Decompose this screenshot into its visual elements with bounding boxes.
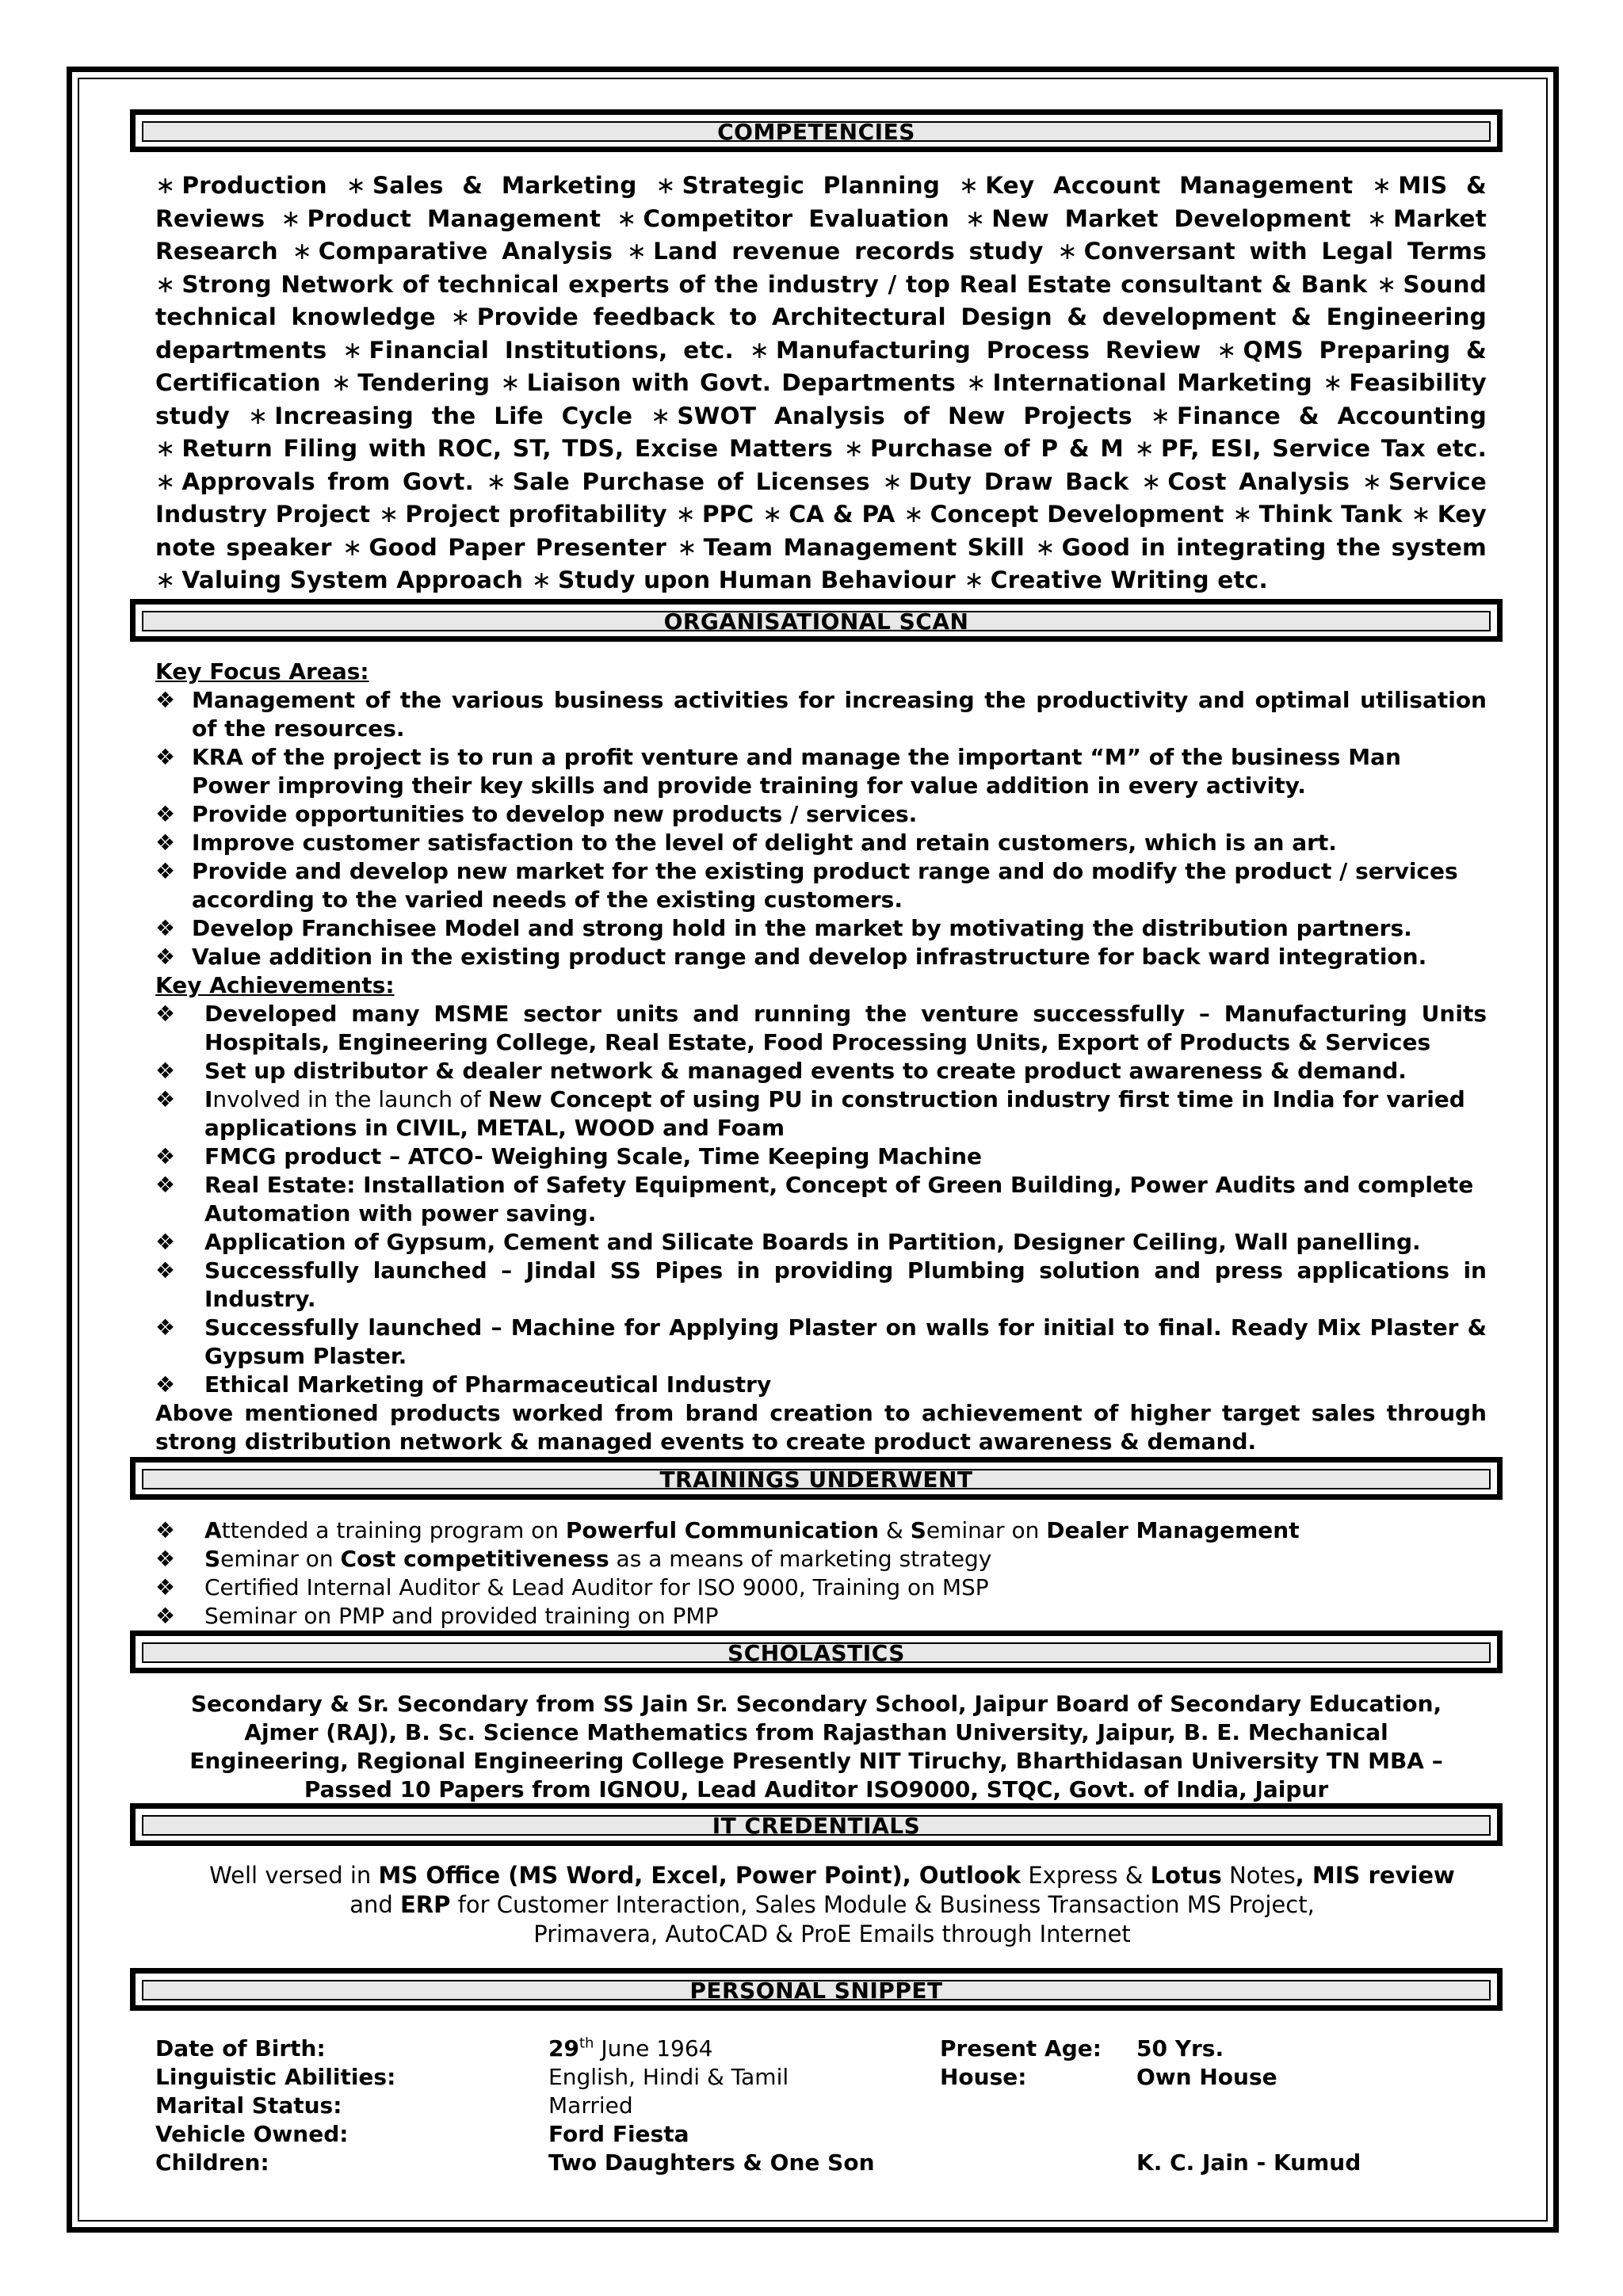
competency-item: ∗ Cost Analysis: [1140, 467, 1350, 496]
scholastics-line: Secondary & Sr. Secondary from SS Jain Sr. Secondary School, Jaipur Board of Secondary Education,: [190, 1691, 1442, 1717]
list-item: ❖ KRA of the project is to run a profit venture and manage the important “M” of the business Man Power improving their key skills and provide training for value addition in every activity.: [155, 744, 1401, 799]
diamond-bullet-icon: ❖: [155, 1517, 176, 1543]
scholastics-body: [143, 1690, 1490, 1804]
star-bullet-icon: ∗: [155, 566, 176, 594]
competency-item: ∗ Strategic Planning: [655, 172, 941, 200]
star-bullet-icon: ∗: [346, 172, 366, 200]
competency-item: ∗ Team Management Skill: [677, 533, 1025, 562]
star-bullet-icon: ∗: [342, 533, 363, 562]
competency-item: ∗ Sales & Marketing: [346, 172, 637, 200]
personal-snippet-header: [130, 1968, 1503, 2011]
competencies-header: [130, 109, 1503, 152]
star-bullet-icon: ∗: [155, 467, 176, 496]
star-bullet-icon: ∗: [1216, 336, 1237, 364]
star-bullet-icon: ∗: [1361, 467, 1382, 496]
star-bullet-icon: ∗: [1323, 369, 1343, 397]
star-bullet-icon: ∗: [247, 402, 269, 430]
competency-item: ∗ Manufacturing Process Review: [749, 336, 1201, 364]
competency-item: ∗ Sound technical knowledge: [155, 270, 1487, 330]
star-bullet-icon: ∗: [749, 336, 769, 364]
star-bullet-icon: ∗: [1057, 238, 1078, 265]
competency-item: ∗ MIS & Reviews: [155, 172, 1487, 232]
competency-item: ∗ Provide feedback to Architectural Design & development & Engineering departments: [155, 303, 1487, 364]
trainings-title: TRAININGS UNDERWENT: [142, 1469, 1491, 1489]
competency-item: ∗ Study upon Human Behaviour: [531, 566, 956, 594]
scholastics-header: [130, 1630, 1503, 1673]
competency-item: ∗ SWOT Analysis of New Projects: [651, 402, 1132, 430]
list-item: ❖ Involved in the launch of New Concept of using PU in construction industry first time in India for varied applications in CIVIL, METAL, WOOD and Foam: [155, 1086, 1465, 1141]
diamond-bullet-icon: ❖: [155, 801, 176, 827]
star-bullet-icon: ∗: [1371, 172, 1392, 200]
star-bullet-icon: ∗: [677, 533, 697, 562]
competency-item: ∗ Liaison with Govt. Departments: [500, 369, 957, 397]
competency-item: ∗ PPC: [675, 501, 754, 528]
competency-item: ∗ Service Industry Project: [155, 467, 1487, 528]
diamond-bullet-icon: ❖: [155, 1229, 176, 1255]
personal-row-children: Children: Two Daughters & One Son K. C. Jain - Kumud: [155, 2149, 1361, 2176]
star-bullet-icon: ∗: [1232, 501, 1253, 528]
it-credentials-header: [130, 1803, 1503, 1846]
competency-item: ∗ Finance & Accounting: [1150, 402, 1487, 430]
diamond-bullet-icon: ❖: [155, 1172, 176, 1198]
competency-item: ∗ New Market Development: [964, 204, 1351, 233]
star-bullet-icon: ∗: [617, 204, 637, 233]
star-bullet-icon: ∗: [330, 369, 352, 397]
star-bullet-icon: ∗: [155, 435, 176, 463]
competency-item: ∗ Tendering: [330, 369, 491, 397]
key-focus-heading: Key Focus Areas:: [155, 658, 369, 685]
star-bullet-icon: ∗: [342, 336, 363, 364]
competency-item: ∗ Financial Institutions, etc.: [342, 336, 734, 364]
competency-item: ∗ Strong Network of technical experts of the industry / top Real Estate consultant & Bank: [155, 270, 1368, 299]
diamond-bullet-icon: ❖: [155, 1001, 176, 1027]
list-item: ❖ Real Estate: Installation of Safety Equipment, Concept of Green Building, Power Audits and complete Automation with power saving.: [155, 1172, 1474, 1226]
diamond-bullet-icon: ❖: [155, 687, 176, 713]
trainings-header: [130, 1457, 1503, 1500]
star-bullet-icon: ∗: [1134, 435, 1155, 463]
diamond-bullet-icon: ❖: [155, 1546, 176, 1572]
list-item: ❖ Attended a training program on Powerful Communication & Seminar on Dealer Management: [155, 1517, 1300, 1543]
star-bullet-icon: ∗: [843, 435, 864, 463]
diamond-bullet-icon: ❖: [155, 1058, 176, 1084]
list-item: ❖ Develop Franchisee Model and strong hold in the market by motivating the distribution partners.: [155, 915, 1412, 941]
competency-item: ∗ Good Paper Presenter: [342, 533, 667, 562]
organisational-scan-title: ORGANISATIONAL SCAN: [142, 611, 1491, 631]
competency-item: ∗ Think Tank: [1232, 501, 1403, 528]
diamond-bullet-icon: ❖: [155, 1086, 176, 1112]
star-bullet-icon: ∗: [964, 204, 986, 233]
competencies-title: COMPETENCIES: [142, 121, 1491, 142]
star-bullet-icon: ∗: [292, 238, 312, 265]
list-item: ❖ Application of Gypsum, Cement and Silicate Boards in Partition, Designer Ceiling, Wall panelling.: [155, 1229, 1421, 1255]
scholastics-line: Passed 10 Papers from IGNOU, Lead Auditor ISO9000, STQC, Govt. of India, Jaipur: [304, 1776, 1329, 1802]
competency-item: ∗ Market Research: [155, 204, 1487, 265]
list-item: ❖ Successfully launched – Machine for Applying Plaster on walls for initial to final. Ready Mix Plaster & Gypsum Plaster.: [155, 1314, 1487, 1369]
personal-row-language: Linguistic Abilities: English, Hindi & Tamil House: Own House: [155, 2064, 1277, 2090]
scholastics-title: SCHOLASTICS: [142, 1642, 1491, 1663]
key-focus-list: [155, 686, 1487, 971]
it-credentials-title: IT CREDENTIALS: [142, 1815, 1491, 1836]
competency-item: ∗ Production: [155, 172, 327, 200]
competency-item: ∗ Return Filing with ROC, ST, TDS, Excise Matters: [155, 435, 834, 463]
competencies-list: [155, 170, 1487, 597]
star-bullet-icon: ∗: [500, 369, 521, 397]
list-item: ❖ Improve customer satisfaction to the level of delight and retain customers, which is an art.: [155, 830, 1337, 856]
competency-item: ∗ Project profitability: [379, 501, 667, 528]
competency-item: ∗ Key note speaker: [155, 501, 1487, 561]
diamond-bullet-icon: ❖: [155, 1603, 176, 1629]
achievements-summary: Above mentioned products worked from brand creation to achievement of higher target sales through strong distribution network & managed events to create product awareness & demand.: [155, 1400, 1487, 1455]
diamond-bullet-icon: ❖: [155, 1143, 176, 1169]
star-bullet-icon: ∗: [1377, 270, 1397, 299]
list-item: ❖ Certified Internal Auditor & Lead Auditor for ISO 9000, Training on MSP: [155, 1574, 989, 1600]
star-bullet-icon: ∗: [762, 501, 783, 528]
list-item: ❖ Successfully launched – Jindal SS Pipes in providing Plumbing solution and press applications in Industry.: [155, 1257, 1487, 1312]
star-bullet-icon: ∗: [655, 172, 676, 200]
competency-item: ∗ Land revenue records study: [626, 238, 1044, 265]
competency-item: ∗ PF, ESI, Service Tax etc.: [1134, 435, 1487, 463]
diamond-bullet-icon: ❖: [155, 915, 176, 941]
star-bullet-icon: ∗: [1140, 467, 1162, 496]
list-item: ❖ Management of the various business activities for increasing the productivity and optimal utilisation of the resources.: [155, 687, 1487, 742]
key-achievements-heading: Key Achievements:: [155, 972, 395, 998]
star-bullet-icon: ∗: [903, 501, 924, 528]
list-item: ❖ Provide and develop new market for the existing product range and do modify the product / services according to the varied needs of the existing customers.: [155, 858, 1458, 913]
signature-name: K. C. Jain - Kumud: [1136, 2149, 1361, 2176]
list-item: ❖ Value addition in the existing product range and develop infrastructure for back ward integration.: [155, 944, 1427, 970]
star-bullet-icon: ∗: [675, 501, 696, 528]
competency-item: ∗ Good in integrating the system: [1035, 533, 1487, 562]
organisational-scan-body: [155, 658, 1487, 1456]
competency-item: ∗ International Marketing: [966, 369, 1312, 397]
competency-item: ∗ Comparative Analysis: [292, 238, 613, 265]
trainings-body: [155, 1516, 1487, 1630]
key-achievements-list: [155, 1000, 1487, 1399]
diamond-bullet-icon: ❖: [155, 830, 176, 856]
star-bullet-icon: ∗: [155, 172, 176, 200]
personal-row-marital: Marital Status: Married: [155, 2092, 633, 2119]
diamond-bullet-icon: ❖: [155, 1257, 176, 1283]
star-bullet-icon: ∗: [1150, 402, 1170, 430]
list-item: ❖ Developed many MSME sector units and running the venture successfully – Manufacturing Units Hospitals, Engineering College, Real Estate, Food Processing Units, Export of Products & Services: [155, 1001, 1487, 1055]
diamond-bullet-icon: ❖: [155, 944, 176, 970]
personal-row-dob: Date of Birth: 29th June 1964 Present Age: 50 Yrs.: [155, 2035, 1224, 2061]
personal-snippet-title: PERSONAL SNIPPET: [142, 1980, 1491, 2000]
star-bullet-icon: ∗: [450, 303, 471, 331]
it-credentials-body: Well versed in MS Office (MS Word, Excel, Power Point), Outlook Express & Lotus Notes, MIS review and ERP for Customer Interaction, Sales Module & Business Transaction MS Project, Primavera, AutoCAD & ProE Emails through Internet: [209, 1862, 1455, 1947]
competency-item: ∗ Valuing System Approach: [155, 566, 524, 594]
competency-item: ∗ Concept Development: [903, 501, 1224, 528]
personal-snippet-body: [155, 2035, 1487, 2177]
competency-item: ∗ Feasibility study: [155, 369, 1487, 429]
star-bullet-icon: ∗: [1035, 533, 1056, 562]
star-bullet-icon: ∗: [966, 369, 987, 397]
star-bullet-icon: ∗: [651, 402, 671, 430]
diamond-bullet-icon: ❖: [155, 1371, 176, 1398]
trainings-list: [155, 1516, 1487, 1630]
competency-item: ∗ QMS Preparing & Certification: [155, 336, 1487, 396]
star-bullet-icon: ∗: [958, 172, 980, 200]
competency-item: ∗ CA & PA: [762, 501, 896, 528]
diamond-bullet-icon: ❖: [155, 858, 176, 884]
competency-item: ∗ Sale Purchase of Licenses: [486, 467, 870, 496]
competency-item: ∗ Product Management: [281, 204, 601, 233]
star-bullet-icon: ∗: [281, 204, 301, 233]
list-item: ❖ Seminar on PMP and provided training on PMP: [155, 1603, 719, 1629]
star-bullet-icon: ∗: [882, 467, 903, 496]
competency-item: ∗ Approvals from Govt.: [155, 467, 475, 496]
star-bullet-icon: ∗: [379, 501, 399, 528]
star-bullet-icon: ∗: [1411, 501, 1431, 528]
diamond-bullet-icon: ❖: [155, 1314, 176, 1341]
scholastics-line: Ajmer (RAJ), B. Sc. Science Mathematics from Rajasthan University, Jaipur, B. E. Mechanical: [244, 1719, 1388, 1745]
personal-row-vehicle: Vehicle Owned: Ford Fiesta: [155, 2121, 689, 2147]
organisational-scan-header: [130, 599, 1503, 642]
diamond-bullet-icon: ❖: [155, 1574, 176, 1600]
star-bullet-icon: ∗: [626, 238, 647, 265]
list-item: ❖ Set up distributor & dealer network & managed events to create product awareness & demand.: [155, 1058, 1407, 1084]
star-bullet-icon: ∗: [1366, 204, 1388, 233]
list-item: ❖ FMCG product – ATCO- Weighing Scale, Time Keeping Machine: [155, 1143, 983, 1169]
competency-item: ∗ Purchase of P & M: [843, 435, 1124, 463]
star-bullet-icon: ∗: [964, 566, 984, 594]
list-item: ❖ Ethical Marketing of Pharmaceutical Industry: [155, 1371, 772, 1398]
star-bullet-icon: ∗: [155, 270, 176, 299]
star-bullet-icon: ∗: [486, 467, 506, 496]
competency-item: ∗ Competitor Evaluation: [617, 204, 949, 233]
competency-item: ∗ Duty Draw Back: [882, 467, 1129, 496]
diamond-bullet-icon: ❖: [155, 744, 176, 770]
star-bullet-icon: ∗: [531, 566, 552, 594]
list-item: ❖ Provide opportunities to develop new products / services.: [155, 801, 918, 827]
competency-item: ∗ Increasing the Life Cycle: [247, 402, 633, 430]
competency-item: ∗ Creative Writing etc.: [964, 566, 1268, 594]
scholastics-line: Engineering, Regional Engineering College Presently NIT Tiruchy, Bharthidasan University TN MBA –: [189, 1748, 1443, 1774]
list-item: ❖ Seminar on Cost competitiveness as a means of marketing strategy: [155, 1546, 992, 1572]
competency-item: ∗ Key Account Management: [958, 172, 1354, 200]
competency-item: ∗ Conversant with Legal Terms: [1057, 238, 1487, 265]
